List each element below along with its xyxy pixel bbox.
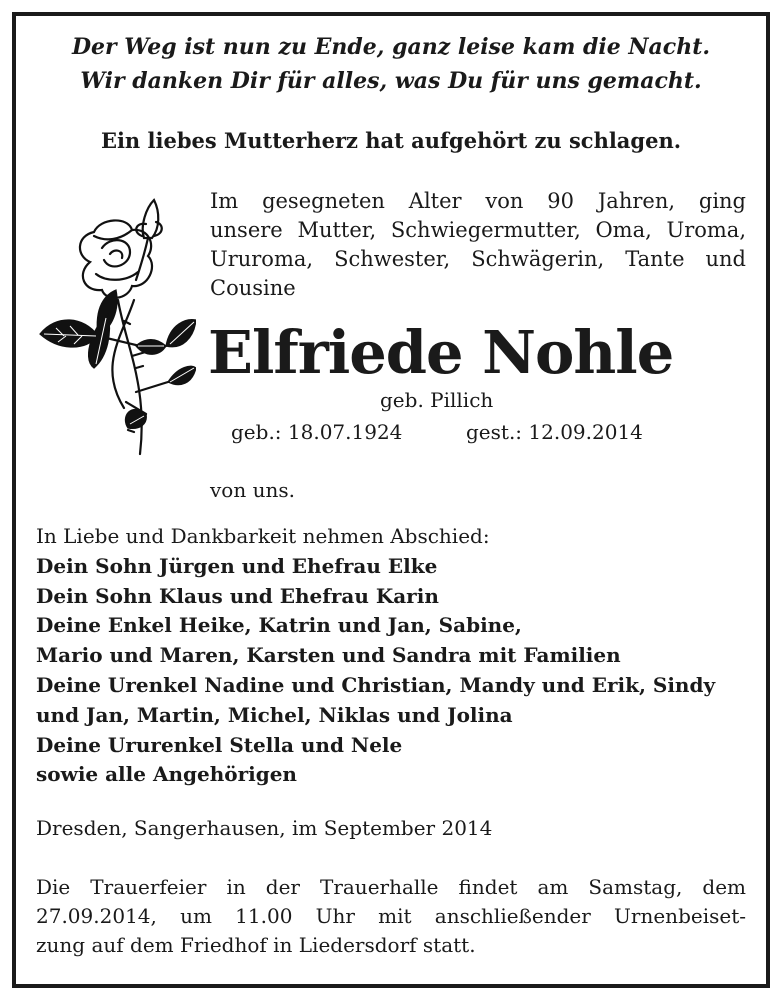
intro-line: unsere Mutter, Schwiegermutter, Oma, Uroma, <box>210 218 746 242</box>
place-date: Dresden, Sangerhausen, im September 2014 <box>36 816 493 840</box>
intro-line: Ururoma, Schwester, Schwägerin, Tante und <box>210 247 746 271</box>
motto-line: Wir danken Dir für alles, was Du für uns gemacht. <box>80 68 702 94</box>
mourner-line: und Jan, Martin, Michel, Niklas und Jolina <box>36 702 513 727</box>
farewell-intro: In Liebe und Dankbarkeit nehmen Abschied: <box>36 524 490 548</box>
mourner-line: Deine Enkel Heike, Katrin und Jan, Sabine, <box>36 613 522 638</box>
deceased-name: Elfriede Nohle <box>208 318 674 387</box>
mourner-line: Deine Urenkel Nadine und Christian, Mandy und Erik, Sindy <box>36 672 716 697</box>
funeral-line: zung auf dem Friedhof in Liedersdorf statt. <box>36 933 476 957</box>
mourner-line: Deine Ururenkel Stella und Nele <box>36 732 403 757</box>
funeral-line: 27.09.2014, um 11.00 Uhr mit anschließender Urnenbeiset- <box>36 904 746 928</box>
motto-line: Der Weg ist nun zu Ende, ganz leise kam die Nacht. <box>71 34 711 60</box>
rose-icon <box>36 196 196 460</box>
funeral-line: Die Trauerfeier in der Trauerhalle findet am Samstag, dem <box>36 875 746 899</box>
mourner-line: Dein Sohn Jürgen und Ehefrau Elke <box>36 553 438 578</box>
maiden-name: geb. Pillich <box>380 388 494 412</box>
mourner-line: Mario und Maren, Karsten und Sandra mit Familien <box>36 643 621 668</box>
intro-text <box>210 187 746 303</box>
motto <box>0 30 782 98</box>
heart-line: Ein liebes Mutterherz hat aufgehört zu schlagen. <box>100 128 682 153</box>
funeral-info <box>36 873 746 960</box>
farewell-block <box>36 522 752 790</box>
intro-line: Cousine <box>210 276 296 300</box>
death-date: gest.: 12.09.2014 <box>466 420 643 444</box>
mourner-line: Dein Sohn Klaus und Ehefrau Karin <box>36 583 439 608</box>
birth-date: geb.: 18.07.1924 <box>231 420 403 444</box>
notice-frame <box>12 12 770 988</box>
mourner-line: sowie alle Angehörigen <box>36 762 297 787</box>
intro-line: Im gesegneten Alter von 90 Jahren, ging <box>210 189 746 213</box>
from-us: von uns. <box>210 478 295 502</box>
